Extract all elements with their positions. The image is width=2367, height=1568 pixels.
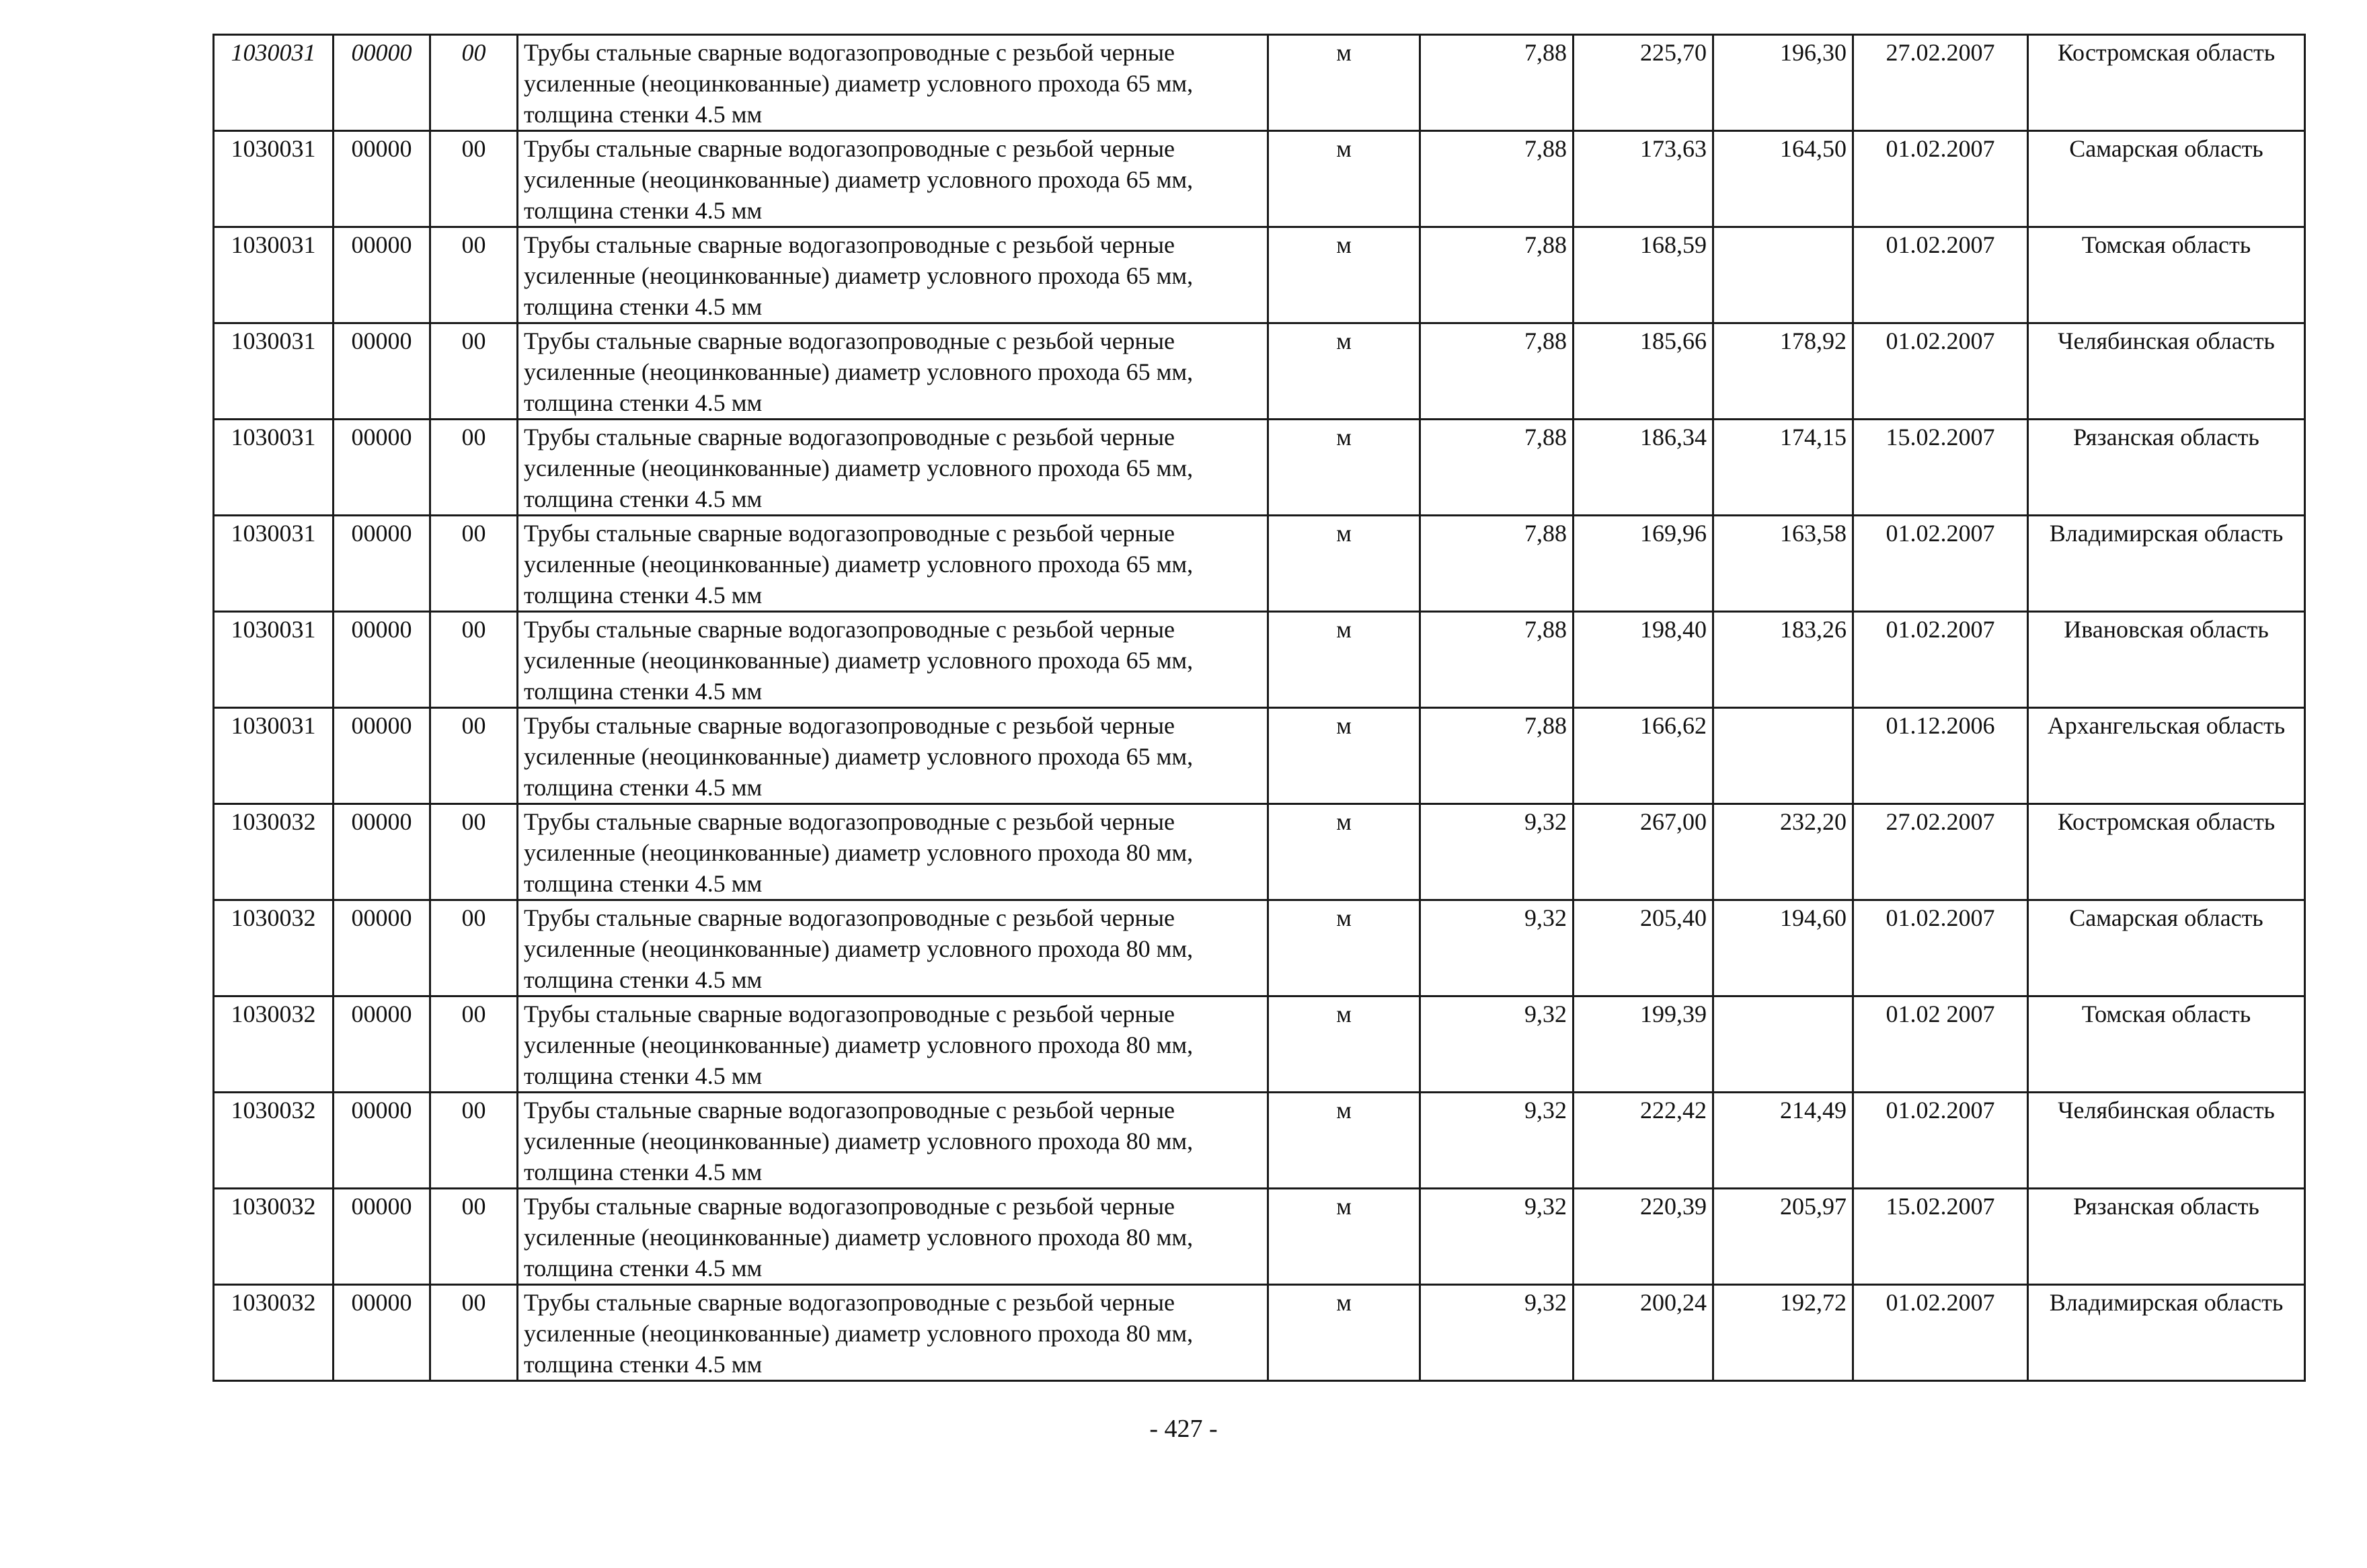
sub-code-cell: 00000 — [334, 612, 430, 708]
region-cell: Челябинская область — [2028, 323, 2305, 420]
item-name-cell: Трубы стальные сварные водогазопроводные с резьбой черные усиленные (неоцинкованные) диаметр условного прохода 65 мм, толщина стенки 4.5 мм — [518, 131, 1268, 227]
weight-cell: 9,32 — [1420, 900, 1574, 996]
suffix-code-cell: 00 — [430, 1285, 518, 1381]
date-cell: 01.02.2007 — [1853, 612, 2028, 708]
suffix-code-cell: 00 — [430, 323, 518, 420]
price-with-vat-cell: 205,40 — [1574, 900, 1713, 996]
table-row — [214, 900, 2305, 996]
region-cell: Рязанская область — [2028, 420, 2305, 516]
suffix-code-cell: 00 — [430, 420, 518, 516]
item-name-cell: Трубы стальные сварные водогазопроводные с резьбой черные усиленные (неоцинкованные) диаметр условного прохода 65 мм, толщина стенки 4.5 мм — [518, 35, 1268, 131]
item-code-cell: 1030031 — [214, 35, 334, 131]
sub-code-cell: 00000 — [334, 1093, 430, 1189]
unit-cell: м — [1268, 227, 1420, 323]
suffix-code-cell: 00 — [430, 804, 518, 900]
unit-cell: м — [1268, 804, 1420, 900]
date-cell: 15.02.2007 — [1853, 420, 2028, 516]
item-code-cell: 1030031 — [214, 612, 334, 708]
weight-cell: 7,88 — [1420, 323, 1574, 420]
price-cell: 183,26 — [1713, 612, 1853, 708]
table-row — [214, 612, 2305, 708]
sub-code-cell: 00000 — [334, 35, 430, 131]
price-with-vat-cell: 200,24 — [1574, 1285, 1713, 1381]
table-row — [214, 708, 2305, 804]
price-cell: 174,15 — [1713, 420, 1853, 516]
region-cell: Томская область — [2028, 227, 2305, 323]
table-row — [214, 1093, 2305, 1189]
date-cell: 01.02.2007 — [1853, 1285, 2028, 1381]
price-cell: 194,60 — [1713, 900, 1853, 996]
price-with-vat-cell: 173,63 — [1574, 131, 1713, 227]
weight-cell: 7,88 — [1420, 612, 1574, 708]
sub-code-cell: 00000 — [334, 804, 430, 900]
unit-cell: м — [1268, 708, 1420, 804]
price-cell: 164,50 — [1713, 131, 1853, 227]
price-with-vat-cell: 225,70 — [1574, 35, 1713, 131]
item-name-cell: Трубы стальные сварные водогазопроводные с резьбой черные усиленные (неоцинкованные) диаметр условного прохода 80 мм, толщина стенки 4.5 мм — [518, 996, 1268, 1093]
weight-cell: 9,32 — [1420, 996, 1574, 1093]
sub-code-cell: 00000 — [334, 323, 430, 420]
page-number: - 427 - — [1149, 1415, 1218, 1443]
item-code-cell: 1030032 — [214, 1093, 334, 1189]
unit-cell: м — [1268, 323, 1420, 420]
table-row — [214, 131, 2305, 227]
date-cell: 01.02.2007 — [1853, 900, 2028, 996]
item-code-cell: 1030032 — [214, 804, 334, 900]
table-row — [214, 420, 2305, 516]
sub-code-cell: 00000 — [334, 516, 430, 612]
table-row — [214, 35, 2305, 131]
item-name-cell: Трубы стальные сварные водогазопроводные с резьбой черные усиленные (неоцинкованные) диаметр условного прохода 65 мм, толщина стенки 4.5 мм — [518, 612, 1268, 708]
price-cell — [1713, 708, 1853, 804]
unit-cell: м — [1268, 131, 1420, 227]
item-name-cell: Трубы стальные сварные водогазопроводные с резьбой черные усиленные (неоцинкованные) диаметр условного прохода 65 мм, толщина стенки 4.5 мм — [518, 708, 1268, 804]
suffix-code-cell: 00 — [430, 996, 518, 1093]
weight-cell: 9,32 — [1420, 1093, 1574, 1189]
price-with-vat-cell: 185,66 — [1574, 323, 1713, 420]
price-cell: 163,58 — [1713, 516, 1853, 612]
price-cell — [1713, 996, 1853, 1093]
suffix-code-cell: 00 — [430, 900, 518, 996]
price-with-vat-cell: 198,40 — [1574, 612, 1713, 708]
date-cell: 01.02.2007 — [1853, 131, 2028, 227]
date-cell: 01.02.2007 — [1853, 227, 2028, 323]
price-with-vat-cell: 267,00 — [1574, 804, 1713, 900]
item-code-cell: 1030031 — [214, 323, 334, 420]
region-cell: Самарская область — [2028, 131, 2305, 227]
item-name-cell: Трубы стальные сварные водогазопроводные с резьбой черные усиленные (неоцинкованные) диаметр условного прохода 65 мм, толщина стенки 4.5 мм — [518, 516, 1268, 612]
item-code-cell: 1030031 — [214, 131, 334, 227]
table-row — [214, 227, 2305, 323]
price-with-vat-cell: 186,34 — [1574, 420, 1713, 516]
region-cell: Костромская область — [2028, 35, 2305, 131]
item-name-cell: Трубы стальные сварные водогазопроводные с резьбой черные усиленные (неоцинкованные) диаметр условного прохода 80 мм, толщина стенки 4.5 мм — [518, 1093, 1268, 1189]
item-name-cell: Трубы стальные сварные водогазопроводные с резьбой черные усиленные (неоцинкованные) диаметр условного прохода 65 мм, толщина стенки 4.5 мм — [518, 323, 1268, 420]
region-cell: Рязанская область — [2028, 1189, 2305, 1285]
region-cell: Костромская область — [2028, 804, 2305, 900]
unit-cell: м — [1268, 516, 1420, 612]
region-cell: Самарская область — [2028, 900, 2305, 996]
price-with-vat-cell: 220,39 — [1574, 1189, 1713, 1285]
item-name-cell: Трубы стальные сварные водогазопроводные с резьбой черные усиленные (неоцинкованные) диаметр условного прохода 80 мм, толщина стенки 4.5 мм — [518, 1285, 1268, 1381]
date-cell: 01.02.2007 — [1853, 323, 2028, 420]
weight-cell: 7,88 — [1420, 420, 1574, 516]
price-with-vat-cell: 222,42 — [1574, 1093, 1713, 1189]
item-code-cell: 1030031 — [214, 516, 334, 612]
unit-cell: м — [1268, 35, 1420, 131]
item-name-cell: Трубы стальные сварные водогазопроводные с резьбой черные усиленные (неоцинкованные) диаметр условного прохода 65 мм, толщина стенки 4.5 мм — [518, 227, 1268, 323]
item-code-cell: 1030032 — [214, 1189, 334, 1285]
price-cell: 196,30 — [1713, 35, 1853, 131]
table-row — [214, 323, 2305, 420]
item-code-cell: 1030031 — [214, 227, 334, 323]
suffix-code-cell: 00 — [430, 1189, 518, 1285]
region-cell: Владимирская область — [2028, 516, 2305, 612]
date-cell: 01.02 2007 — [1853, 996, 2028, 1093]
item-name-cell: Трубы стальные сварные водогазопроводные с резьбой черные усиленные (неоцинкованные) диаметр условного прохода 65 мм, толщина стенки 4.5 мм — [518, 420, 1268, 516]
region-cell: Архангельская область — [2028, 708, 2305, 804]
price-cell: 192,72 — [1713, 1285, 1853, 1381]
sub-code-cell: 00000 — [334, 131, 430, 227]
region-cell: Ивановская область — [2028, 612, 2305, 708]
weight-cell: 7,88 — [1420, 516, 1574, 612]
price-cell: 214,49 — [1713, 1093, 1853, 1189]
sub-code-cell: 00000 — [334, 1189, 430, 1285]
item-name-cell: Трубы стальные сварные водогазопроводные с резьбой черные усиленные (неоцинкованные) диаметр условного прохода 80 мм, толщина стенки 4.5 мм — [518, 804, 1268, 900]
item-code-cell: 1030031 — [214, 708, 334, 804]
item-code-cell: 1030031 — [214, 420, 334, 516]
suffix-code-cell: 00 — [430, 1093, 518, 1189]
date-cell: 15.02.2007 — [1853, 1189, 2028, 1285]
table-row — [214, 516, 2305, 612]
price-with-vat-cell: 199,39 — [1574, 996, 1713, 1093]
table-row — [214, 1189, 2305, 1285]
price-cell: 205,97 — [1713, 1189, 1853, 1285]
weight-cell: 7,88 — [1420, 227, 1574, 323]
item-code-cell: 1030032 — [214, 900, 334, 996]
weight-cell: 9,32 — [1420, 1285, 1574, 1381]
table-row — [214, 996, 2305, 1093]
suffix-code-cell: 00 — [430, 612, 518, 708]
weight-cell: 9,32 — [1420, 804, 1574, 900]
region-cell: Челябинская область — [2028, 1093, 2305, 1189]
sub-code-cell: 00000 — [334, 996, 430, 1093]
date-cell: 27.02.2007 — [1853, 804, 2028, 900]
item-name-cell: Трубы стальные сварные водогазопроводные с резьбой черные усиленные (неоцинкованные) диаметр условного прохода 80 мм, толщина стенки 4.5 мм — [518, 900, 1268, 996]
unit-cell: м — [1268, 900, 1420, 996]
suffix-code-cell: 00 — [430, 131, 518, 227]
suffix-code-cell: 00 — [430, 227, 518, 323]
price-cell: 232,20 — [1713, 804, 1853, 900]
date-cell: 27.02.2007 — [1853, 35, 2028, 131]
date-cell: 01.02.2007 — [1853, 516, 2028, 612]
table-body — [214, 35, 2305, 1381]
unit-cell: м — [1268, 1285, 1420, 1381]
item-code-cell: 1030032 — [214, 996, 334, 1093]
weight-cell: 7,88 — [1420, 708, 1574, 804]
sub-code-cell: 00000 — [334, 420, 430, 516]
weight-cell: 7,88 — [1420, 35, 1574, 131]
suffix-code-cell: 00 — [430, 708, 518, 804]
unit-cell: м — [1268, 1093, 1420, 1189]
sub-code-cell: 00000 — [334, 227, 430, 323]
unit-cell: м — [1268, 420, 1420, 516]
date-cell: 01.12.2006 — [1853, 708, 2028, 804]
table-row — [214, 1285, 2305, 1381]
unit-cell: м — [1268, 612, 1420, 708]
item-code-cell: 1030032 — [214, 1285, 334, 1381]
table-row — [214, 804, 2305, 900]
region-cell: Томская область — [2028, 996, 2305, 1093]
region-cell: Владимирская область — [2028, 1285, 2305, 1381]
price-with-vat-cell: 166,62 — [1574, 708, 1713, 804]
sub-code-cell: 00000 — [334, 900, 430, 996]
price-with-vat-cell: 168,59 — [1574, 227, 1713, 323]
unit-cell: м — [1268, 996, 1420, 1093]
sub-code-cell: 00000 — [334, 1285, 430, 1381]
unit-cell: м — [1268, 1189, 1420, 1285]
weight-cell: 7,88 — [1420, 131, 1574, 227]
price-with-vat-cell: 169,96 — [1574, 516, 1713, 612]
price-cell: 178,92 — [1713, 323, 1853, 420]
date-cell: 01.02.2007 — [1853, 1093, 2028, 1189]
price-table — [212, 34, 2306, 1382]
suffix-code-cell: 00 — [430, 516, 518, 612]
sub-code-cell: 00000 — [334, 708, 430, 804]
suffix-code-cell: 00 — [430, 35, 518, 131]
price-cell — [1713, 227, 1853, 323]
weight-cell: 9,32 — [1420, 1189, 1574, 1285]
item-name-cell: Трубы стальные сварные водогазопроводные с резьбой черные усиленные (неоцинкованные) диаметр условного прохода 80 мм, толщина стенки 4.5 мм — [518, 1189, 1268, 1285]
